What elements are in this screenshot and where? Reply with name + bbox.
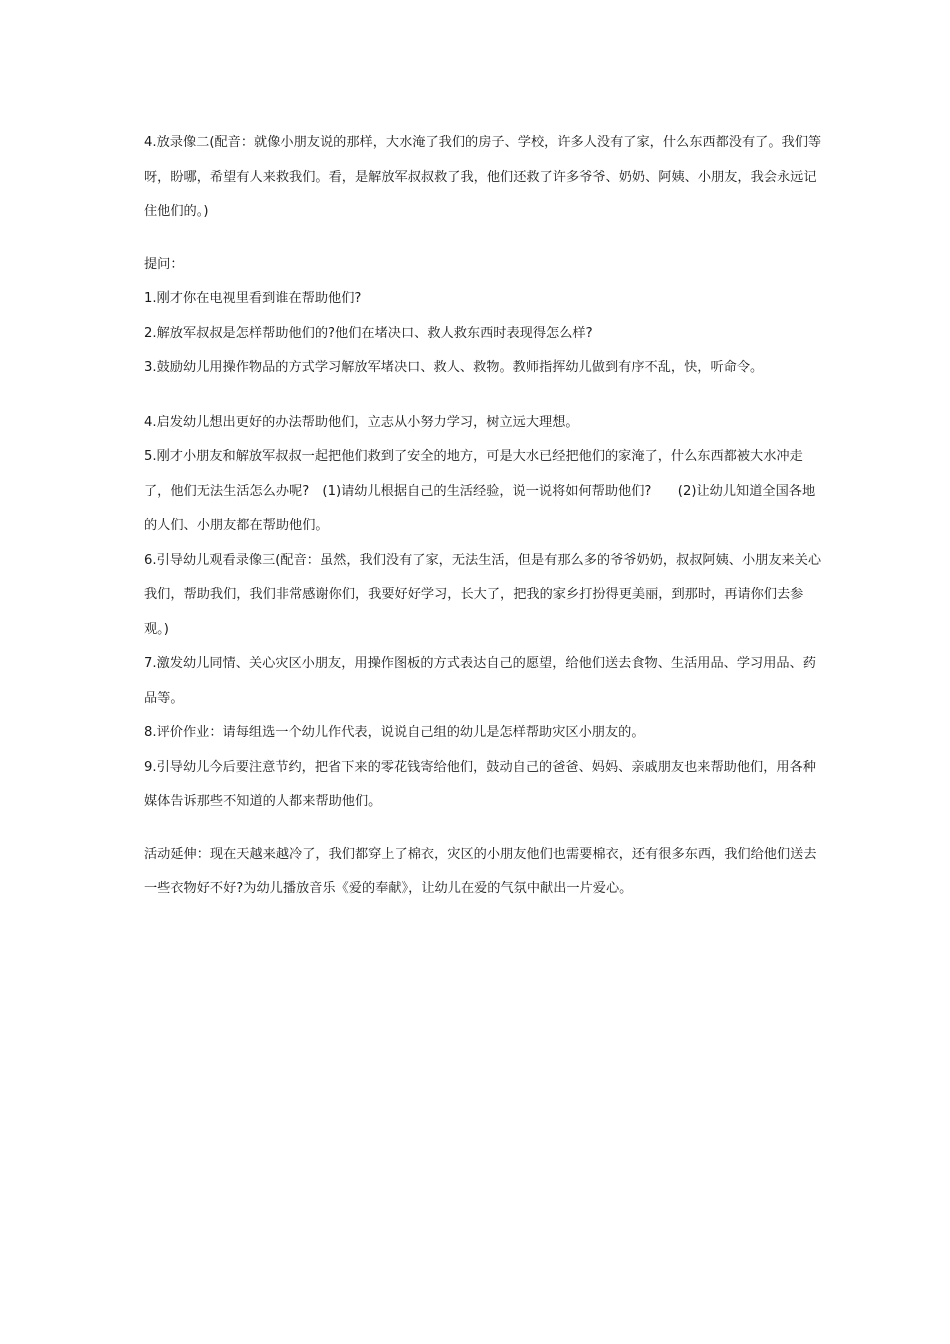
paragraph-step-4-inspire: 4.启发幼儿想出更好的办法帮助他们，立志从小努力学习，树立远大理想。 [144, 414, 579, 430]
paragraph-step-7: 7.激发幼儿同情、关心灾区小朋友，用操作图板的方式表达自己的愿望，给他们送去食物、生活用品、学习用品、药品等。 [144, 656, 816, 706]
paragraph-step-5: 5.刚才小朋友和解放军叔叔一起把他们救到了安全的地方，可是大水已经把他们的家淹了，什么东西都被大水冲走了，他们无法生活怎么办呢? (1)请幼儿根据自己的生活经验，说一说将如何帮助他们? (2)让幼儿知道全国各地的人们、小朋友都在帮助他们。 [144, 449, 816, 533]
spacer [144, 386, 824, 406]
paragraph-question-2: 2.解放军叔叔是怎样帮助他们的?他们在堵决口、救人救东西时表现得怎么样? [144, 325, 593, 341]
paragraph-step-6: 6.引导幼儿观看录像三(配音：虽然，我们没有了家，无法生活，但是有那么多的爷爷奶奶，叔叔阿姨、小朋友来关心我们，帮助我们，我们非常感谢你们，我要好好学习，长大了，把我的家乡打扮得更美丽，到那时，再请你们去参观。) [144, 552, 822, 637]
spacer [144, 820, 824, 838]
paragraph-questions-heading: 提问： [144, 256, 184, 272]
paragraph-activity-extension: 活动延伸：现在天越来越冷了，我们都穿上了棉衣，灾区的小朋友他们也需要棉衣，还有很多东西，我们给他们送去一些衣物好不好?为幼儿播放音乐《爱的奉献》，让幼儿在爱的气氛中献出一片爱心。 [144, 846, 817, 896]
paragraph-step-9: 9.引导幼儿今后要注意节约，把省下来的零花钱寄给他们，鼓动自己的爸爸、妈妈、亲戚朋友也来帮助他们，用各种媒体告诉那些不知道的人都来帮助他们。 [144, 759, 816, 809]
paragraph-step-8: 8.评价作业：请每组选一个幼儿作代表，说说自己组的幼儿是怎样帮助灾区小朋友的。 [144, 725, 645, 740]
document-body [144, 126, 824, 907]
paragraph-question-3: 3.鼓励幼儿用操作物品的方式学习解放军堵决口、救人、救物。教师指挥幼儿做到有序不乱，快，听命令。 [144, 360, 764, 375]
paragraph-question-1: 1.刚才你在电视里看到谁在帮助他们? [144, 291, 362, 306]
paragraph-step-4-video-two: 4.放录像二(配音：就像小朋友说的那样，大水淹了我们的房子、学校，许多人没有了家，什么东西都没有了。我们等呀，盼哪，希望有人来救我们。看，是解放军叔叔救了我，他们还救了许多爷爷、奶奶、阿姨、小朋友，我会永远记住他们的。) [144, 135, 822, 219]
spacer [144, 230, 824, 248]
